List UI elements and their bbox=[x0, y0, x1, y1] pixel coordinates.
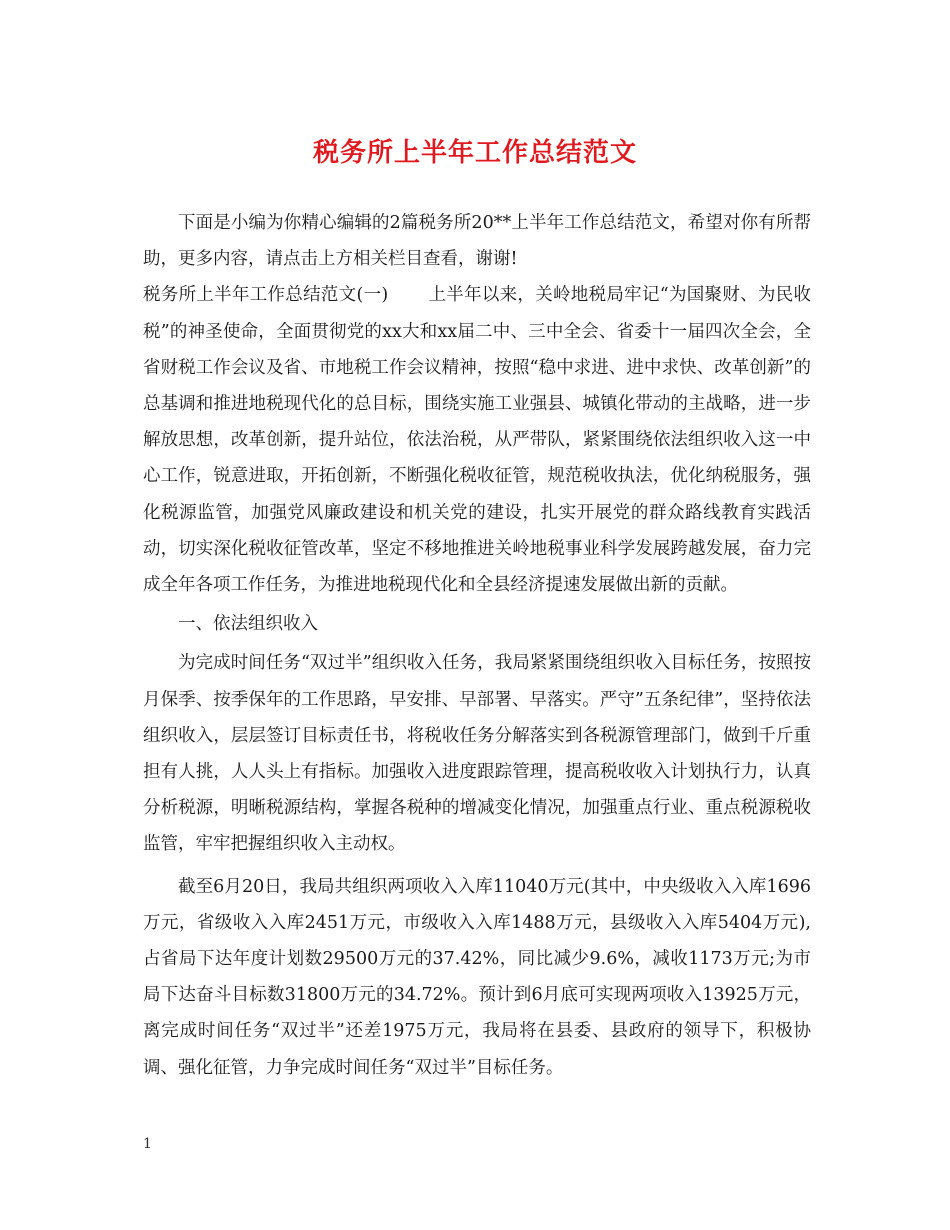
page-number: 1 bbox=[143, 1136, 152, 1152]
body-paragraph-1: 为完成时间任务“双过半”组织收入任务，我局紧紧围绕组织收入目标任务，按照按月保季、按季保年的工作思路，早安排、早部署、早落实。严守”五条纪律”，坚持依法组织收入，层层签订目标责任书，将税收任务分解落实到各税源管理部门，做到千斤重担有人挑，人人头上有指标。加强收入进度跟踪管理，提高税收收入计划执行力，认真分析税源，明晰税源结构，掌握各税种的增减变化情况，加强重点行业、重点税源税收监管，牢牢把握组织收入主动权。 bbox=[143, 653, 811, 855]
section-heading: 一、依法组织收入 bbox=[178, 614, 318, 635]
section-label: 税务所上半年工作总结范文(一) bbox=[143, 285, 389, 306]
section-paragraph bbox=[143, 277, 811, 603]
section-lead-text: 上半年以来，关岭地税局牢记“为国聚财、为民收税”的神圣使命，全面贯彻党的xx大和xx届二中、三中全会、省委十一届四次全会，全省财税工作会议及省、市地税工作会议精神，按照“稳中求进、进中求快、改革创新”的总基调和推进地税现代化的总目标，围绕实施工业强县、城镇化带动的主战略，进一步解放思想，改革创新，提升站位，依法治税，从严带队，紧紧围绕依法组织收入这一中心工作，锐意进取，开拓创新，不断强化税收征管，规范税收执法，优化纳税服务，强化税源监管，加强党风廉政建设和机关党的建设，扎实开展党的群众路线教育实践活动，切实深化税收征管改革，坚定不移地推进关岭地税事业科学发展跨越发展，奋力完成全年各项工作任务，为推进地税现代化和全县经济提速发展做出新的贡献。 bbox=[143, 285, 811, 596]
document-body bbox=[143, 205, 811, 1086]
intro-paragraph: 下面是小编为你精心编辑的2篇税务所20**上半年工作总结范文，希望对你有所帮助，更多内容，请点击上方相关栏目查看，谢谢! bbox=[143, 213, 811, 270]
document-title: 税务所上半年工作总结范文 bbox=[312, 138, 637, 168]
body-paragraph-2: 截至6月20日，我局共组织两项收入入库11040万元(其中，中央级收入入库1696万元，省级收入入库2451万元，市级收入入库1488万元，县级收入入库5404万元),占省局下达年度计划数29500万元的37.42%，同比减少9.6%，减收1173万元;为市局下达奋斗目标数31800万元的34.72%。预计到6月底可实现两项收入13925万元，离完成时间任务“双过半”还差1975万元，我局将在县委、县政府的领导下，积极协调、强化征管，力争完成时间任务“双过半”目标任务。 bbox=[143, 876, 811, 1078]
